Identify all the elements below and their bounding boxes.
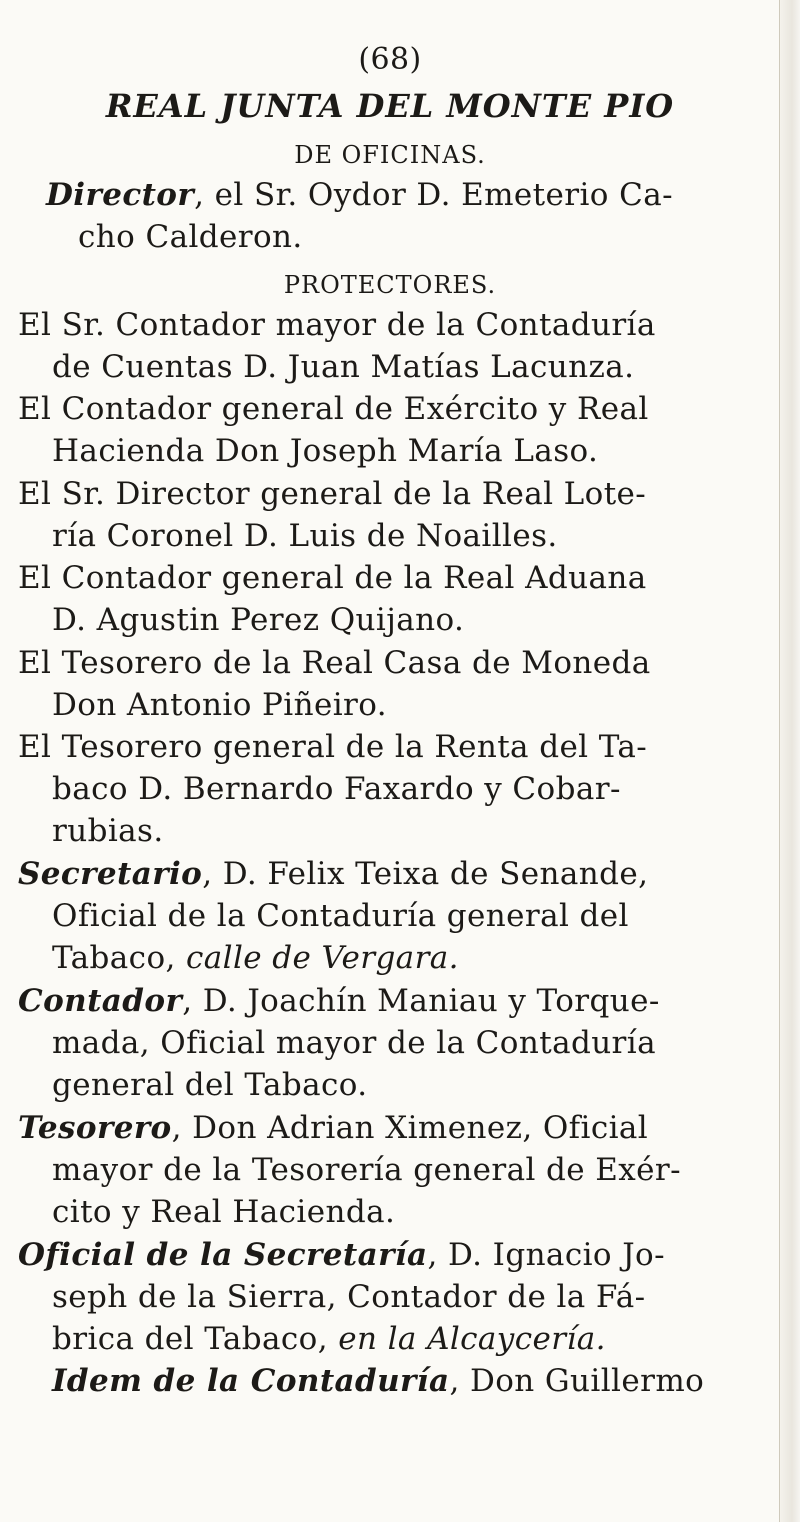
protector-1-line-2: de Cuentas D. Juan Matías Lacunza. (52, 349, 635, 385)
protector-4-line-1: El Contador general de la Real Aduana (18, 560, 647, 596)
page-subtitle: DE OFICINAS. (294, 141, 486, 169)
contador-label: Contador (18, 983, 183, 1019)
protector-3-line-1: El Sr. Director general de la Real Lote- (18, 476, 647, 512)
director-line-1 (46, 175, 673, 215)
protector-6-line-3: rubias. (52, 813, 164, 849)
secretario-text: , D. Felix Teixa de Senande, (202, 856, 649, 892)
secretario-address: calle de Vergara. (186, 940, 459, 976)
protector-2-line-1: El Contador general de Exército y Real (18, 391, 649, 427)
oficial-line-3-text: brica del Tabaco, (52, 1321, 339, 1357)
protector-5-line-2: Don Antonio Piñeiro. (52, 687, 387, 723)
oficial-line-2: seph de la Sierra, Contador de la Fá- (52, 1279, 646, 1315)
tesorero-line-3: cito y Real Hacienda. (52, 1194, 396, 1230)
protector-6-line-2: baco D. Bernardo Faxardo y Cobar- (52, 771, 621, 807)
idem-text: , Don Guillermo (449, 1363, 705, 1399)
oficial-line-3 (52, 1319, 606, 1359)
protector-1-line-1: El Sr. Contador mayor de la Contaduría (18, 307, 656, 343)
secretario-line-2: Oficial de la Contaduría general del (52, 898, 629, 934)
page-number: (68) (358, 42, 422, 77)
director-text: , el Sr. Oydor D. Emeterio Ca- (194, 177, 673, 213)
secretario-label: Secretario (18, 856, 203, 892)
oficial-label: Oficial de la Secretaría (18, 1237, 428, 1273)
oficial-line-4 (52, 1361, 704, 1401)
tesorero-label: Tesorero (18, 1110, 172, 1146)
page-edge (779, 0, 800, 1522)
director-label: Director (46, 177, 195, 213)
idem-label: Idem de la Contaduría (52, 1363, 450, 1399)
oficial-line-1 (18, 1235, 665, 1275)
secretario-line-3 (52, 938, 459, 978)
page-title: REAL JUNTA DEL MONTE PIO (105, 87, 675, 125)
tesorero-line-1 (18, 1108, 648, 1148)
contador-text: , D. Joachín Maniau y Torque- (182, 983, 660, 1019)
tesorero-text: , Don Adrian Ximenez, Oficial (171, 1110, 649, 1146)
protectores-heading: PROTECTORES. (283, 271, 497, 299)
contador-line-1 (18, 981, 660, 1021)
tesorero-line-2: mayor de la Tesorería general de Exér- (52, 1152, 682, 1188)
secretario-line-3-text: Tabaco, (52, 940, 187, 976)
protector-4-line-2: D. Agustin Perez Quijano. (52, 602, 465, 638)
oficial-address: en la Alcaycería. (338, 1321, 606, 1357)
protector-5-line-1: El Tesorero de la Real Casa de Moneda (18, 645, 651, 681)
oficial-text: , D. Ignacio Jo- (427, 1237, 665, 1273)
contador-line-2: mada, Oficial mayor de la Contaduría (52, 1025, 656, 1061)
protector-3-line-2: ría Coronel D. Luis de Noailles. (52, 518, 558, 554)
protector-6-line-1: El Tesorero general de la Renta del Ta- (18, 729, 648, 765)
secretario-line-1 (18, 854, 648, 894)
contador-line-3: general del Tabaco. (52, 1067, 368, 1103)
director-line-2: cho Calderon. (78, 219, 303, 255)
protector-2-line-2: Hacienda Don Joseph María Laso. (52, 433, 599, 469)
